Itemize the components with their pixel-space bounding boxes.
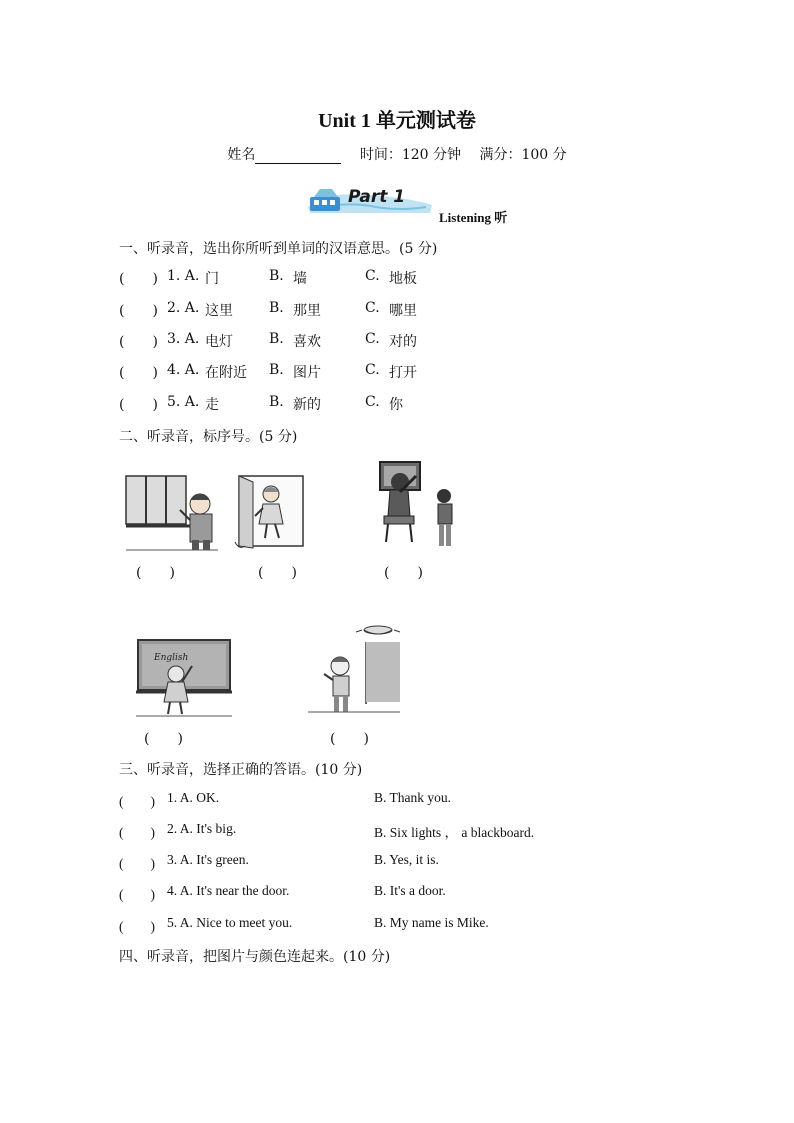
option-c-label: C. xyxy=(365,394,380,410)
option-b-text: 墙 xyxy=(293,271,307,287)
blackboard-text: English xyxy=(154,653,189,663)
option-b-label: B. xyxy=(269,362,284,378)
option-b-text: B. Thank you. xyxy=(374,790,451,805)
student-info-line xyxy=(0,144,794,164)
option-b-label: B. xyxy=(269,268,284,284)
option-c-label: C. xyxy=(365,268,380,284)
picture-paren-3[interactable]: ( ) xyxy=(384,565,423,581)
option-a-text: 1. A. OK. xyxy=(167,790,220,805)
answer-paren[interactable]: ( ) xyxy=(119,397,158,413)
answer-paren[interactable]: ( ) xyxy=(119,919,155,934)
page-title: Unit 1 单元测试卷 xyxy=(318,110,476,132)
section2-heading: 二、听录音，标序号。(5 分) xyxy=(119,429,298,445)
option-c-text: 地板 xyxy=(389,271,417,287)
name-blank[interactable] xyxy=(255,149,341,164)
answer-paren[interactable]: ( ) xyxy=(119,334,158,350)
answer-paren[interactable]: ( ) xyxy=(119,825,155,840)
question-number: 2. A. xyxy=(167,300,200,316)
option-a-text: 2. A. It's big. xyxy=(167,821,237,836)
picture-light-boy xyxy=(306,624,402,718)
picture-paren-5[interactable]: ( ) xyxy=(330,731,369,747)
picture-door-girl xyxy=(233,472,307,552)
section1-heading: 一、听录音，选出你所听到单词的汉语意思。(5 分) xyxy=(119,241,438,257)
question-number: 5. A. xyxy=(167,394,200,410)
option-b-label: B. xyxy=(269,394,284,410)
option-b-text: B. Six lights ， a blackboard. xyxy=(374,825,535,840)
answer-paren[interactable]: ( ) xyxy=(119,271,158,287)
question-number: 4. A. xyxy=(167,362,200,378)
option-a-text: 5. A. Nice to meet you. xyxy=(167,915,293,930)
picture-paren-1[interactable]: ( ) xyxy=(136,565,175,581)
option-a-text: 走 xyxy=(205,397,219,413)
option-a-text: 门 xyxy=(205,271,219,287)
name-label: 姓名 xyxy=(227,147,256,163)
answer-paren[interactable]: ( ) xyxy=(119,794,155,809)
option-a-text: 3. A. It's green. xyxy=(167,852,249,867)
part-label: Part 1 xyxy=(348,187,406,207)
option-b-text: 喜欢 xyxy=(293,334,321,350)
option-b-text: B. Yes, it is. xyxy=(374,852,439,867)
option-a-text: 4. A. It's near the door. xyxy=(167,883,290,898)
answer-paren[interactable]: ( ) xyxy=(119,856,155,871)
option-a-text: 这里 xyxy=(205,303,233,319)
answer-paren[interactable]: ( ) xyxy=(119,887,155,902)
option-c-text: 你 xyxy=(389,397,403,413)
question-number: 1. A. xyxy=(167,268,200,284)
option-b-text: 新的 xyxy=(293,397,321,413)
picture-window-boy xyxy=(124,474,220,552)
picture-paren-2[interactable]: ( ) xyxy=(258,565,297,581)
section3-heading: 三、听录音，选择正确的答语。(10 分) xyxy=(119,762,363,778)
score-label: 满分：100 分 xyxy=(479,147,567,163)
answer-paren[interactable]: ( ) xyxy=(119,303,158,319)
option-b-text: B. My name is Mike. xyxy=(374,915,489,930)
option-c-text: 对的 xyxy=(389,334,417,350)
option-c-label: C. xyxy=(365,300,380,316)
option-c-label: C. xyxy=(365,331,380,347)
question-number: 3. A. xyxy=(167,331,200,347)
option-c-text: 哪里 xyxy=(389,303,417,319)
option-a-text: 电灯 xyxy=(205,334,233,350)
option-c-text: 打开 xyxy=(389,365,417,381)
picture-blackboard-girl xyxy=(134,636,234,718)
option-b-text: 图片 xyxy=(293,365,321,381)
part-banner xyxy=(306,183,526,225)
option-b-label: B. xyxy=(269,300,284,316)
picture-paren-4[interactable]: ( ) xyxy=(144,731,183,747)
section4-heading: 四、听录音，把图片与颜色连起来。(10 分) xyxy=(119,949,391,965)
time-label: 时间：120 分钟 xyxy=(359,147,461,163)
answer-paren[interactable]: ( ) xyxy=(119,365,158,381)
option-b-label: B. xyxy=(269,331,284,347)
option-c-label: C. xyxy=(365,362,380,378)
picture-hanging-picture xyxy=(378,460,464,552)
option-a-text: 在附近 xyxy=(205,365,247,381)
option-b-text: B. It's a door. xyxy=(374,883,446,898)
option-b-text: 那里 xyxy=(293,303,321,319)
listening-label: Listening 听 xyxy=(439,210,508,225)
